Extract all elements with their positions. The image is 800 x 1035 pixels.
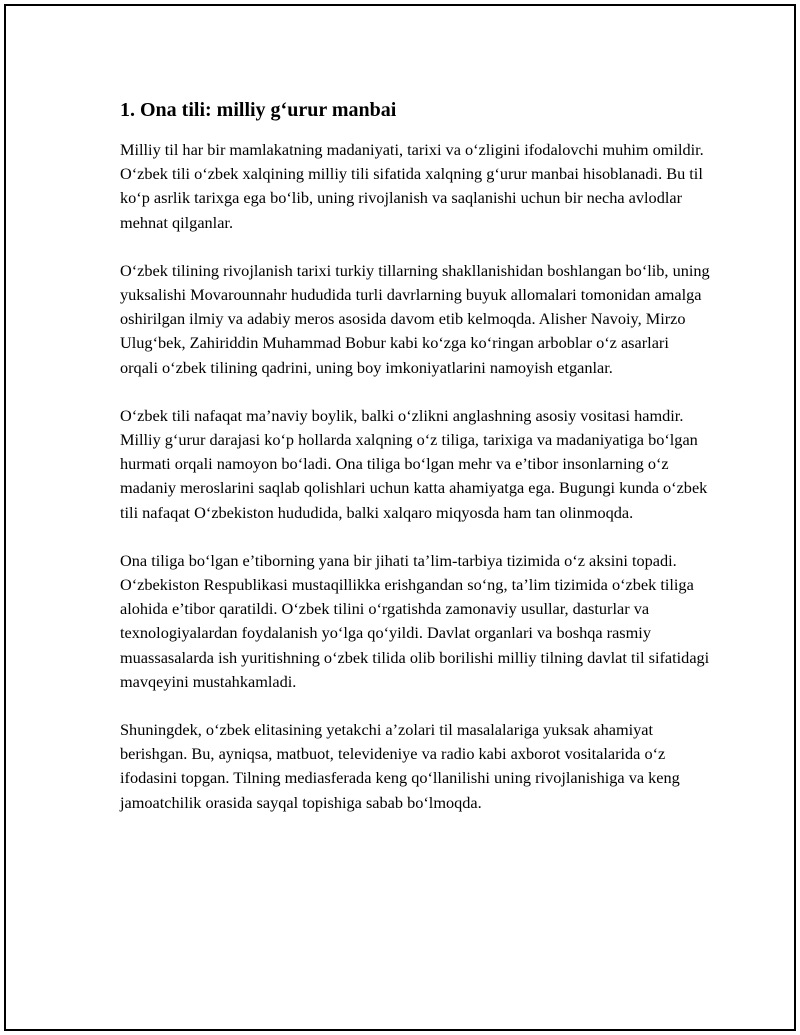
- paragraph-5: Shuningdek, o‘zbek elitasining yetakchi a’zolari til masalalariga yuksak ahamiyat berishgan. Bu, ayniqsa, matbuot, televideniye va radio kabi axborot vositalarida o‘z ifodasini topgan. Tilning mediasferada keng qo‘llanilishi uning rivojlanishiga va keng jamoatchilik orasida sayqal topishiga sabab bo‘lmoqda.: [120, 720, 680, 812]
- document-body: [120, 96, 710, 839]
- paragraph-4: Ona tiliga bo‘lgan e’tiborning yana bir jihati ta’lim-tarbiya tizimida o‘z aksini topadi. O‘zbekiston Respublikasi mustaqillikka erishgandan so‘ng, ta’lim tizimida o‘zbek tiliga alohida e’tibor qaratildi. O‘zbek tilini o‘rgatishda zamonaviy usullar, dasturlar va texnologiyalardan foydalanish yo‘lga qo‘yildi. Davlat organlari va boshqa rasmiy muassasalarda ish yuritishning o‘zbek tilida olib borilishi milliy tilning davlat til sifatidagi mavqeyini mustahkamladi.: [120, 550, 710, 691]
- paragraph-3: O‘zbek tili nafaqat ma’naviy boylik, balki o‘zlikni anglashning asosiy vositasi hamdir. Milliy g‘urur darajasi ko‘p hollarda xalqning o‘z tiliga, tarixiga va madaniyatiga bo‘lgan hurmati orqali namoyon bo‘ladi. Ona tiliga bo‘lgan mehr va e’tibor insonlarning o‘z madaniy meroslarini saqlab qolishlari uchun katta ahamiyatga ega. Bugungi kunda o‘zbek tili nafaqat O‘zbekiston hududida, balki xalqaro miqyosda ham tan olinmoqda.: [120, 405, 708, 522]
- section-heading: 1. Ona tili: milliy g‘urur manbai: [120, 99, 397, 121]
- document-page: [4, 4, 796, 1031]
- paragraph-2: O‘zbek tilining rivojlanish tarixi turkiy tillarning shakllanishidan boshlangan bo‘lib, uning yuksalishi Movarounnahr hududida turli davrlarning buyuk allomalari tomonidan amalga oshirilgan ilmiy va adabiy meros asosida davom etib kelmoqda. Alisher Navoiy, Mirzo Ulug‘bek, Zahiriddin Muhammad Bobur kabi ko‘zga ko‘ringan arboblar o‘z asarlari orqali o‘zbek tilining qadrini, uning boy imkoniyatlarini namoyish etganlar.: [120, 260, 710, 377]
- paragraph-1: Milliy til har bir mamlakatning madaniyati, tarixi va o‘zligini ifodalovchi muhim omildir. O‘zbek tili o‘zbek xalqining milliy tili sifatida xalqning g‘urur manbai hisoblanadi. Bu til ko‘p asrlik tarixga ega bo‘lib, uning rivojlanish va saqlanishi uchun bir necha avlodlar mehnat qilganlar.: [120, 140, 704, 232]
